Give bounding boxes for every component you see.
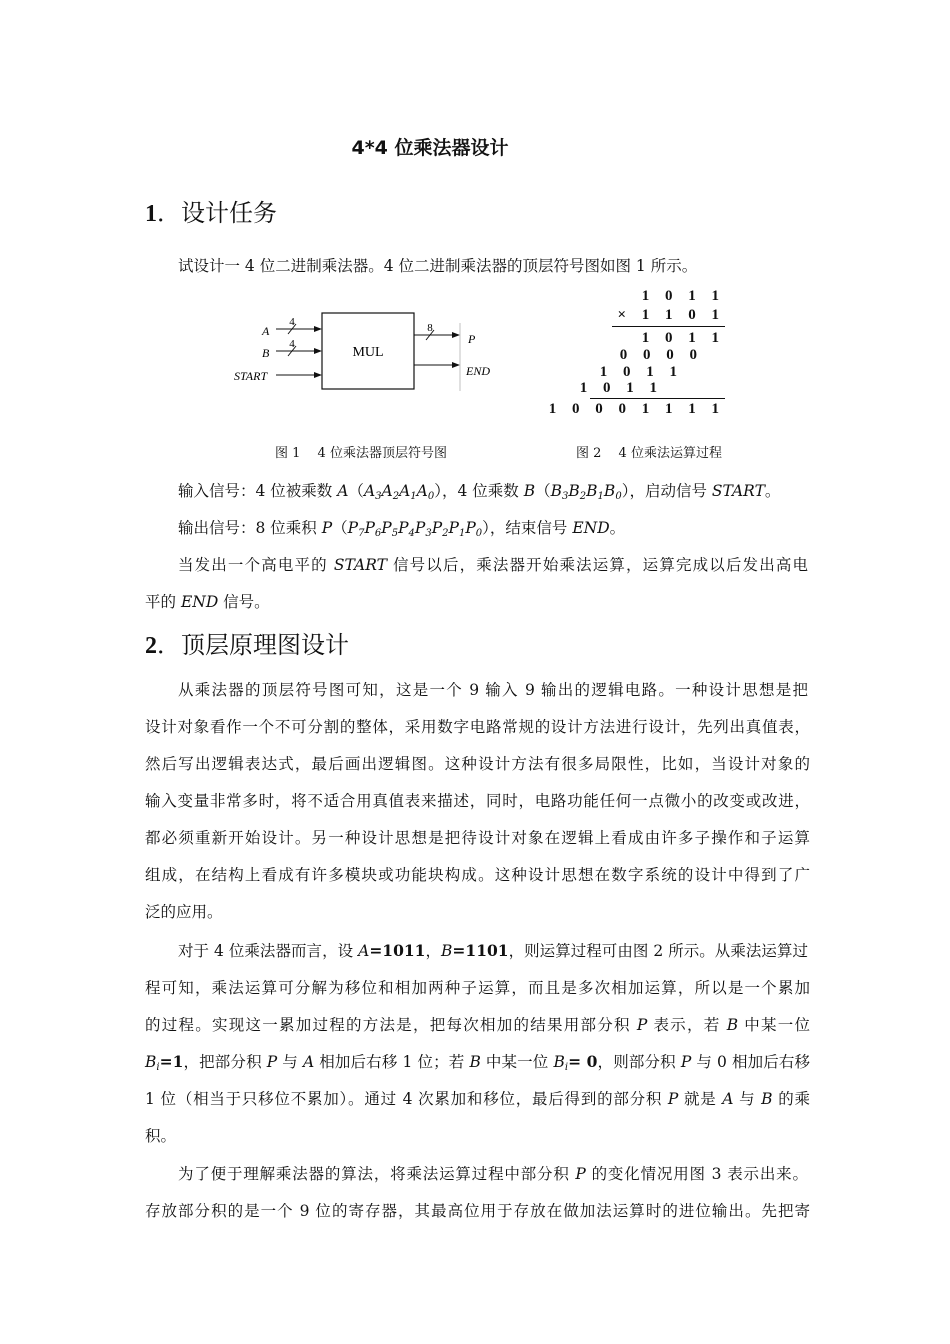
input-b-label: B	[262, 346, 270, 360]
section-heading-2: 2．顶层原理图设计	[145, 631, 349, 659]
intro-text: 试设计一 4 位二进制乘法器。4 位二进制乘法器的顶层符号图如图 1 所示。	[178, 257, 698, 275]
calc-row-partial-1: 1 0 1 1	[641, 330, 725, 346]
input-a-label: A	[262, 324, 270, 338]
paragraph-1-line-7: 泛的应用。	[145, 903, 223, 921]
paragraph-1-line-6: 组成，在结构上看成有许多模块或功能块构成。这种设计思想在数字系统的设计中得到了广	[145, 866, 810, 884]
paragraph-2-line-3: 的过程。实现这一累加过程的方法是，把每次相加的结果用部分积 P 表示，若 B 中某一位	[145, 1016, 810, 1034]
calc-row-product: 1 0 0 0 1 1 1 1	[548, 401, 725, 417]
output-p-label: P	[468, 332, 476, 346]
input-start-arrow	[314, 372, 322, 378]
paragraph-1-line-2: 设计对象看作一个不可分割的整体，采用数字电路常规的设计方法进行设计，先列出真值表，	[145, 718, 810, 736]
input-a-width: 4	[289, 316, 295, 328]
output-p-width: 8	[427, 322, 433, 334]
page-title: 4*4 位乘法器设计	[351, 137, 509, 159]
figure-2-caption: 图 2 4 位乘法运算过程	[576, 446, 722, 461]
input-b-arrow	[314, 348, 322, 354]
paragraph-1-line-3: 然后写出逻辑表达式，最后画出逻辑图。这种设计方法有很多局限性，比如，当设计对象的	[145, 755, 810, 773]
input-start-label: START	[234, 369, 268, 383]
paragraph-2-line-4: $B_i=1$，把部分积 P 与 A 相加后右移 1 位；若 B 中某一位 $B_i= 0$，则部分积 P 与 0 相加后右移	[145, 1052, 811, 1073]
paragraph-2-line-5: 1 位（相当于只移位不累加）。通过 4 次累加和移位，最后得到的部分积 P 就是 A 与 B 的乘	[145, 1090, 810, 1108]
paragraph-1-line-1: 从乘法器的顶层符号图可知，这是一个 9 输入 9 输出的逻辑电路。一种设计思想是把	[178, 681, 808, 699]
paragraph-2-line-6: 积。	[145, 1127, 177, 1145]
paragraph-2-line-2: 程可知，乘法运算可分解为移位和相加两种子运算，而且是多次相加运算，所以是一个累加	[145, 979, 810, 997]
description-line-1: 当发出一个高电平的 START 信号以后，乘法器开始乘法运算，运算完成以后发出高电	[178, 556, 808, 574]
calc-row-partial-2: 0 0 0 0	[619, 347, 703, 363]
input-signal-text: 输入信号：4 位被乘数 $A(A_3A_2A_1A_0)$，4 位乘数 $B(B_3B_2B_1B_0)$，启动信号 START。	[178, 482, 781, 502]
calc-rule-bottom	[590, 398, 725, 399]
section-heading-1: 1．设计任务	[145, 199, 277, 227]
paragraph-1-line-4: 输入变量非常多时，将不适合用真值表来描述，同时，电路功能任何一点微小的改变或改进，	[145, 792, 810, 810]
paragraph-1-line-5: 都必须重新开始设计。另一种设计思想是把待设计对象在逻辑上看成由许多子操作和子运算	[145, 829, 810, 847]
calc-row-partial-4: 1 0 1 1	[579, 380, 663, 396]
figure-1-symbol	[230, 305, 500, 400]
figure-2-calculation	[548, 286, 725, 421]
paragraph-3-line-2: 存放部分积的是一个 9 位的寄存器，其最高位用于存放在做加法运算时的进位输出。先把寄	[145, 1202, 810, 1220]
input-b-width: 4	[289, 338, 295, 350]
input-a-arrow	[314, 326, 322, 332]
description-line-2: 平的 END 信号。	[145, 593, 270, 611]
mul-block-label: MUL	[352, 345, 384, 360]
calc-rule-top	[612, 326, 725, 327]
output-end-arrow	[452, 362, 460, 368]
output-signal-text: 输出信号：8 位乘积 $P(P_7P_6P_5P_4P_3P_2P_1P_0)$，结束信号 END。	[178, 519, 626, 539]
calc-row-multiplier: × 1 1 0 1	[617, 307, 725, 323]
figure-1-caption: 图 1 4 位乘法器顶层符号图	[275, 446, 447, 461]
paragraph-3-line-1: 为了便于理解乘法器的算法，将乘法运算过程中部分积 P 的变化情况用图 3 表示出来。	[178, 1165, 808, 1183]
output-end-label: END	[466, 364, 490, 378]
paragraph-2-line-1: 对于 4 位乘法器而言，设 A=1011，B=1101，则运算过程可由图 2 所示。从乘法运算过	[178, 941, 808, 960]
output-p-arrow	[452, 332, 460, 338]
calc-row-partial-3: 1 0 1 1	[599, 364, 683, 380]
calc-row-multiplicand: 1 0 1 1	[641, 288, 725, 304]
